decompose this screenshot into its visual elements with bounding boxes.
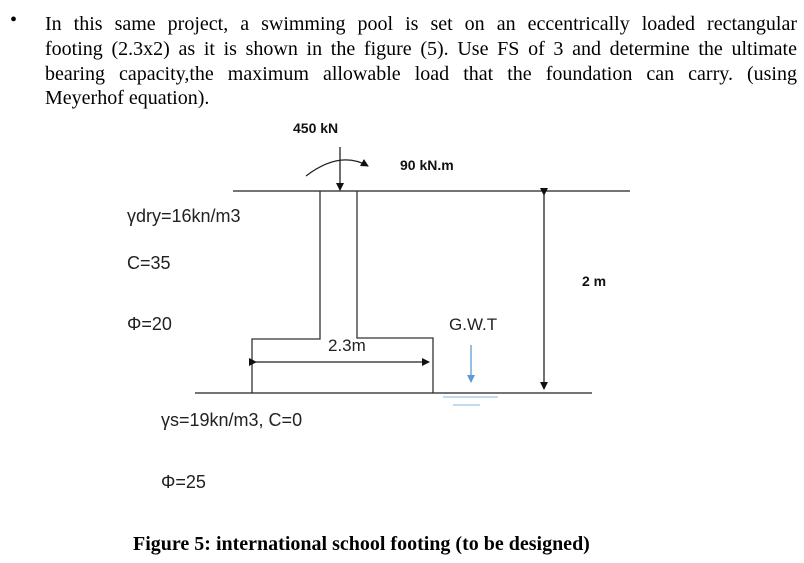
question-line-4: Meyerhof equation). bbox=[45, 87, 210, 109]
moment-label: 90 kN.m bbox=[400, 157, 454, 173]
bullet: • bbox=[10, 9, 18, 31]
question-line-2: footing (2.3x2) as it is shown in the figure (5). Use FS of 3 and determine the ultimate bbox=[45, 38, 797, 60]
upper-friction-angle: Φ=20 bbox=[127, 314, 172, 334]
lower-unit-weight: γs=19kn/m3, C=0 bbox=[161, 410, 303, 430]
question-line-1: In this same project, a swimming pool is set on an eccentrically loaded rectangular bbox=[45, 13, 797, 35]
upper-unit-weight: γdry=16kn/m3 bbox=[127, 206, 241, 226]
gwt-label: G.W.T bbox=[449, 315, 498, 334]
lower-friction-angle: Φ=25 bbox=[161, 472, 206, 492]
width-label: 2.3m bbox=[328, 336, 366, 355]
depth-label: 2 m bbox=[582, 273, 607, 289]
moment-arrow bbox=[306, 160, 368, 176]
figure-caption: Figure 5: international school footing (to be designed) bbox=[133, 533, 590, 555]
load-label: 450 kN bbox=[293, 120, 339, 136]
question-line-3: bearing capacity,the maximum allowable load that the foundation can carry. (using bbox=[45, 63, 797, 85]
upper-cohesion: C=35 bbox=[127, 253, 171, 273]
footing-outline bbox=[252, 191, 433, 393]
